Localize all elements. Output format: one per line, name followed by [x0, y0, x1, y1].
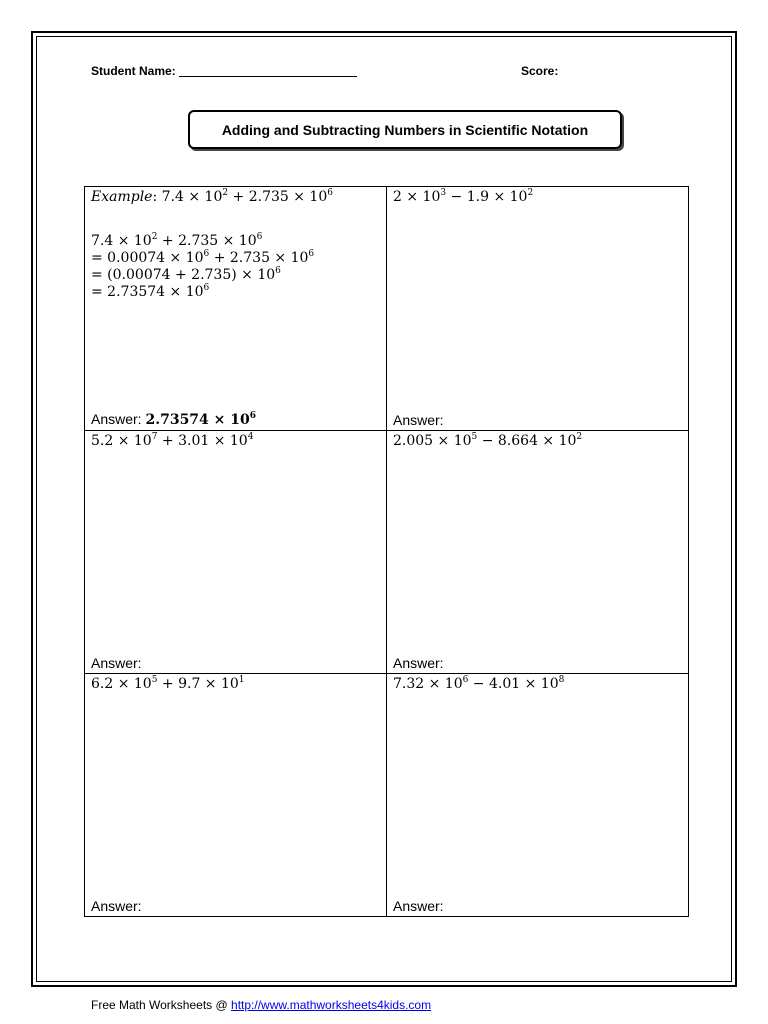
- student-name-field[interactable]: [91, 64, 357, 78]
- example-step: $7.4 \times 10^2 + 2.735 \times 10^6$: [91, 232, 263, 249]
- example-steps: [91, 233, 314, 301]
- example-step: = $(0.00074 + 2.735) \times 10^6$: [91, 266, 281, 283]
- answer-label: Answer:: [91, 898, 142, 914]
- example-problem: Example: $7.4 \times 10^2 + 2.735 \times 10^6$: [91, 188, 333, 205]
- example-answer-value: $2.73574 \times 10^6$: [145, 411, 257, 428]
- problem-cell-3[interactable]: [387, 431, 689, 673]
- student-name-blank[interactable]: [179, 64, 357, 77]
- problem-cell-1[interactable]: [387, 187, 689, 430]
- example-step: = $2.73574 \times 10^6$: [91, 283, 210, 300]
- example-step: = $0.00074 \times 10^6 + 2.735 \times 10^6$: [91, 249, 315, 266]
- problem-expression: $2 \times 10^3 - 1.9 \times 10^2$: [393, 188, 534, 205]
- problem-expression: $5.2 \times 10^7 + 3.01 \times 10^4$: [91, 432, 254, 449]
- answer-label: Answer:: [393, 655, 444, 671]
- worksheet-title-text: Adding and Subtracting Numbers in Scientific Notation: [221, 121, 589, 138]
- example-cell: [85, 187, 386, 430]
- problem-cell-5[interactable]: [387, 674, 689, 916]
- problem-cell-2[interactable]: [85, 431, 386, 673]
- score-label: Score:: [521, 64, 559, 78]
- answer-label: Answer:: [393, 412, 444, 428]
- answer-label: Answer:: [393, 898, 444, 914]
- example-answer: Answer: $2.73574 \times 10^6$: [91, 411, 257, 428]
- problem-cell-4[interactable]: [85, 674, 386, 916]
- problem-expression: $2.005 \times 10^5 - 8.664 \times 10^2$: [393, 432, 583, 449]
- student-name-label: Student Name:: [91, 64, 176, 78]
- worksheet-title: [188, 110, 622, 149]
- example-expr: $7.4 \times 10^2 + 2.735 \times 10^6$: [161, 188, 333, 205]
- footer: [91, 998, 431, 1012]
- answer-label: Answer:: [91, 655, 142, 671]
- problem-grid: [84, 186, 689, 917]
- problem-expression: $7.32 \times 10^6 - 4.01 \times 10^8$: [393, 675, 565, 692]
- footer-link[interactable]: http://www.mathworksheets4kids.com: [231, 998, 432, 1012]
- example-label: Example: [91, 189, 153, 205]
- problem-expression: $6.2 \times 10^5 + 9.7 \times 10^1$: [91, 675, 245, 692]
- footer-text: Free Math Worksheets @: [91, 998, 232, 1012]
